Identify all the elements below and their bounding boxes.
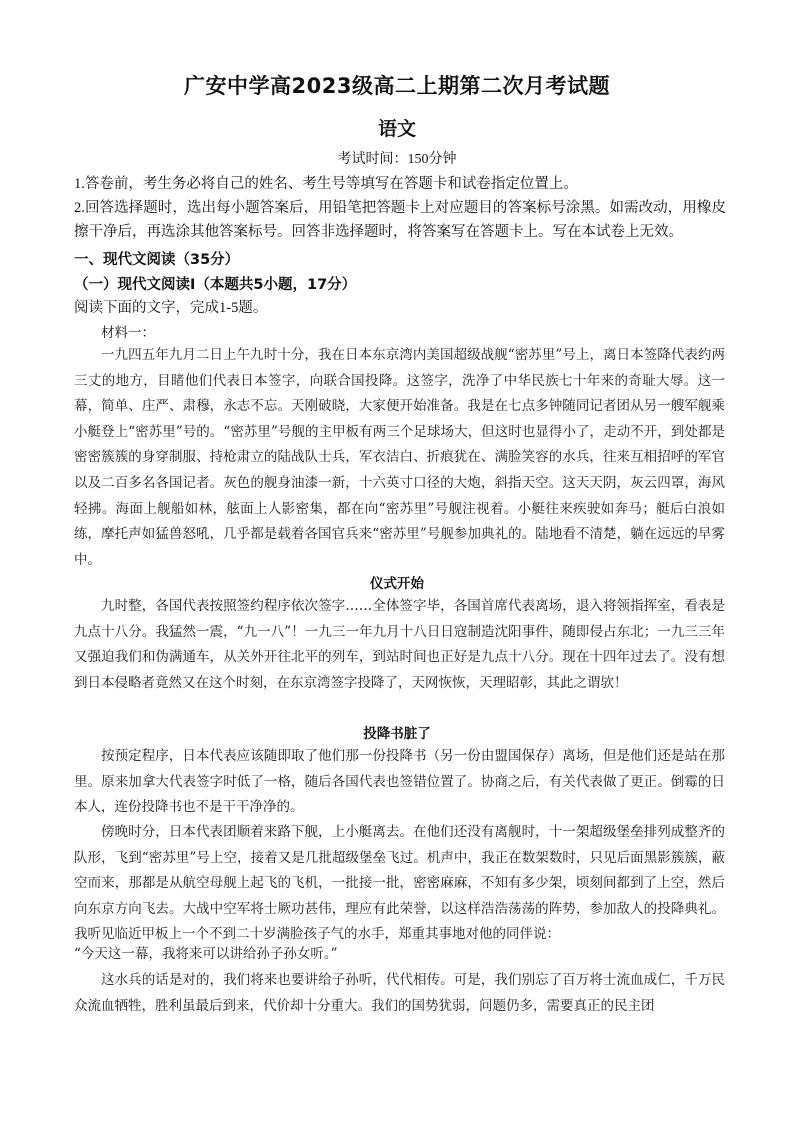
article-paragraph-1 — [74, 343, 725, 573]
paragraph-text: 一九四五年九月二日上午九时十分，我在日本东京湾内美国超级战舰“密苏里”号上，离日本签降代表约两三丈的地方，目睹他们代表日本签字，向联合国投降。这签字，洗净了中华民族七十年来的奇耻大辱。这一幕，简单、庄严、肃穆，永志不忘。天刚破晓，大家便开始准备。我是在七点多钟随同记者团从另一艘军舰乘小艇登上“密苏里”号的。“密苏里”号舰的主甲板有两三个足球场大，但这时也显得小了，走动不开，到处都是密密簇簇的身穿制服、持枪肃立的陆战队士兵，军衣洁白、折痕犹在、满脸笑容的水兵，往来互相招呼的军官以及二百多名各国记者。灰色的舰身油漆一新，十六英寸口径的大炮，斜指天空。这天天阴，灰云四罩，海风轻拂。海面上舰船如林，舷面上人影密集，都在向“密苏里”号舰注视着。小艇往来疾驶如奔马；艇后白浪如练，摩托声如猛兽怒吼，几乎都是载着各国官兵来“密苏里”号舰参加典礼的。陆地看不清楚，躺在远远的早雾中。 — [74, 347, 725, 568]
article-paragraph-2 — [74, 594, 725, 696]
article-paragraph-3 — [74, 744, 725, 821]
subject-title: 语文 — [377, 118, 416, 140]
article-paragraph-5 — [74, 942, 725, 968]
article-paragraph-4 — [74, 820, 725, 948]
paragraph-text: 按预定程序，日本代表应该随即取了他们那一份投降书（另一份由盟国保存）离场，但是他们还是站在那里。原来加拿大代表签字时低了一格，随后各国代表也签错位置了。协商之后，有关代表做了更正。倒霉的日本人，连份投降书也不是干干净净的。 — [74, 748, 725, 816]
material-label: 材料一： — [101, 325, 155, 341]
paragraph-text: 九时整，各国代表按照签约程序依次签字……全体签字毕，各国首席代表离场，退入将领指挥室，看表是九点十八分。我猛然一震，“九一八”！一九三一年九月十八日日寇制造沈阳事件，随即侵占东北；一九三三年又强迫我们和伪满通车，从关外开往北平的列车，到站时间也正好是九点十八分。现在十四年过去了。没有想到日本侵略者竟然又在这个时刻，在东京湾签字投降了，天网恢恢，天理昭彰，其此之谓欤！ — [74, 598, 725, 691]
paragraph-text: 傍晚时分，日本代表团顺着来路下舰，上小艇离去。在他们还没有离舰时，十一架超级堡垒排列成整齐的队形，飞到“密苏里”号上空，接着又是几批超级堡垒飞过。机声中，我正在数架数时，只见后面黑影簇簇，蔽空而来，那都是从航空母舰上起飞的飞机，一批接一批，密密麻麻，不知有多少架，顷刻间都到了上空，然后向东京方向飞去。大战中空军将士厥功甚伟，理应有此荣誉，以这样浩浩荡荡的阵势，参加敌人的投降典礼。我听见临近甲板上一个不到二十岁满脸孩子气的水手，郑重其事地对他的同伴说： — [74, 824, 725, 943]
exam-time: 考试时间：150分钟 — [337, 152, 457, 167]
paragraph-text: “今天这一幕，我将来可以讲给孙子孙女听。” — [74, 946, 338, 962]
paragraph-text: 这水兵的话是对的，我们将来也要讲给子孙听，代代相传。可是，我们别忘了百万将士流血成仁，千万民众流血牺牲，胜利虽最后到来，代价却十分重大。我们的国势犹弱，问题仍多，需要真正的民主团 — [74, 972, 725, 1014]
section-subheading: （一）现代文阅读Ⅰ（本题共5小题，17分） — [74, 277, 357, 293]
article-subhead-surrender: 投降书脏了 — [363, 726, 431, 742]
instruction-1: 1.答卷前，考生务必将自己的姓名、考生号等填写在答题卡和试卷指定位置上。 — [74, 176, 578, 192]
article-paragraph-6 — [74, 968, 725, 1019]
article-subhead-ceremony: 仪式开始 — [370, 576, 424, 592]
instruction-2: 2.回答选择题时，选出每小题答案后，用铅笔把答题卡上对应题目的答案标号涂黑。如需改动，用橡皮擦干净后，再选涂其他答案标号。回答非选择题时，将答案写在答题卡上。写在本试卷上无效。 — [74, 200, 726, 240]
exam-title: 广安中学高2023级高二上期第二次月考试题 — [184, 74, 610, 98]
reading-prompt: 阅读下面的文字，完成1-5题。 — [74, 300, 268, 316]
section-heading: 一、现代文阅读（35分） — [74, 252, 240, 268]
